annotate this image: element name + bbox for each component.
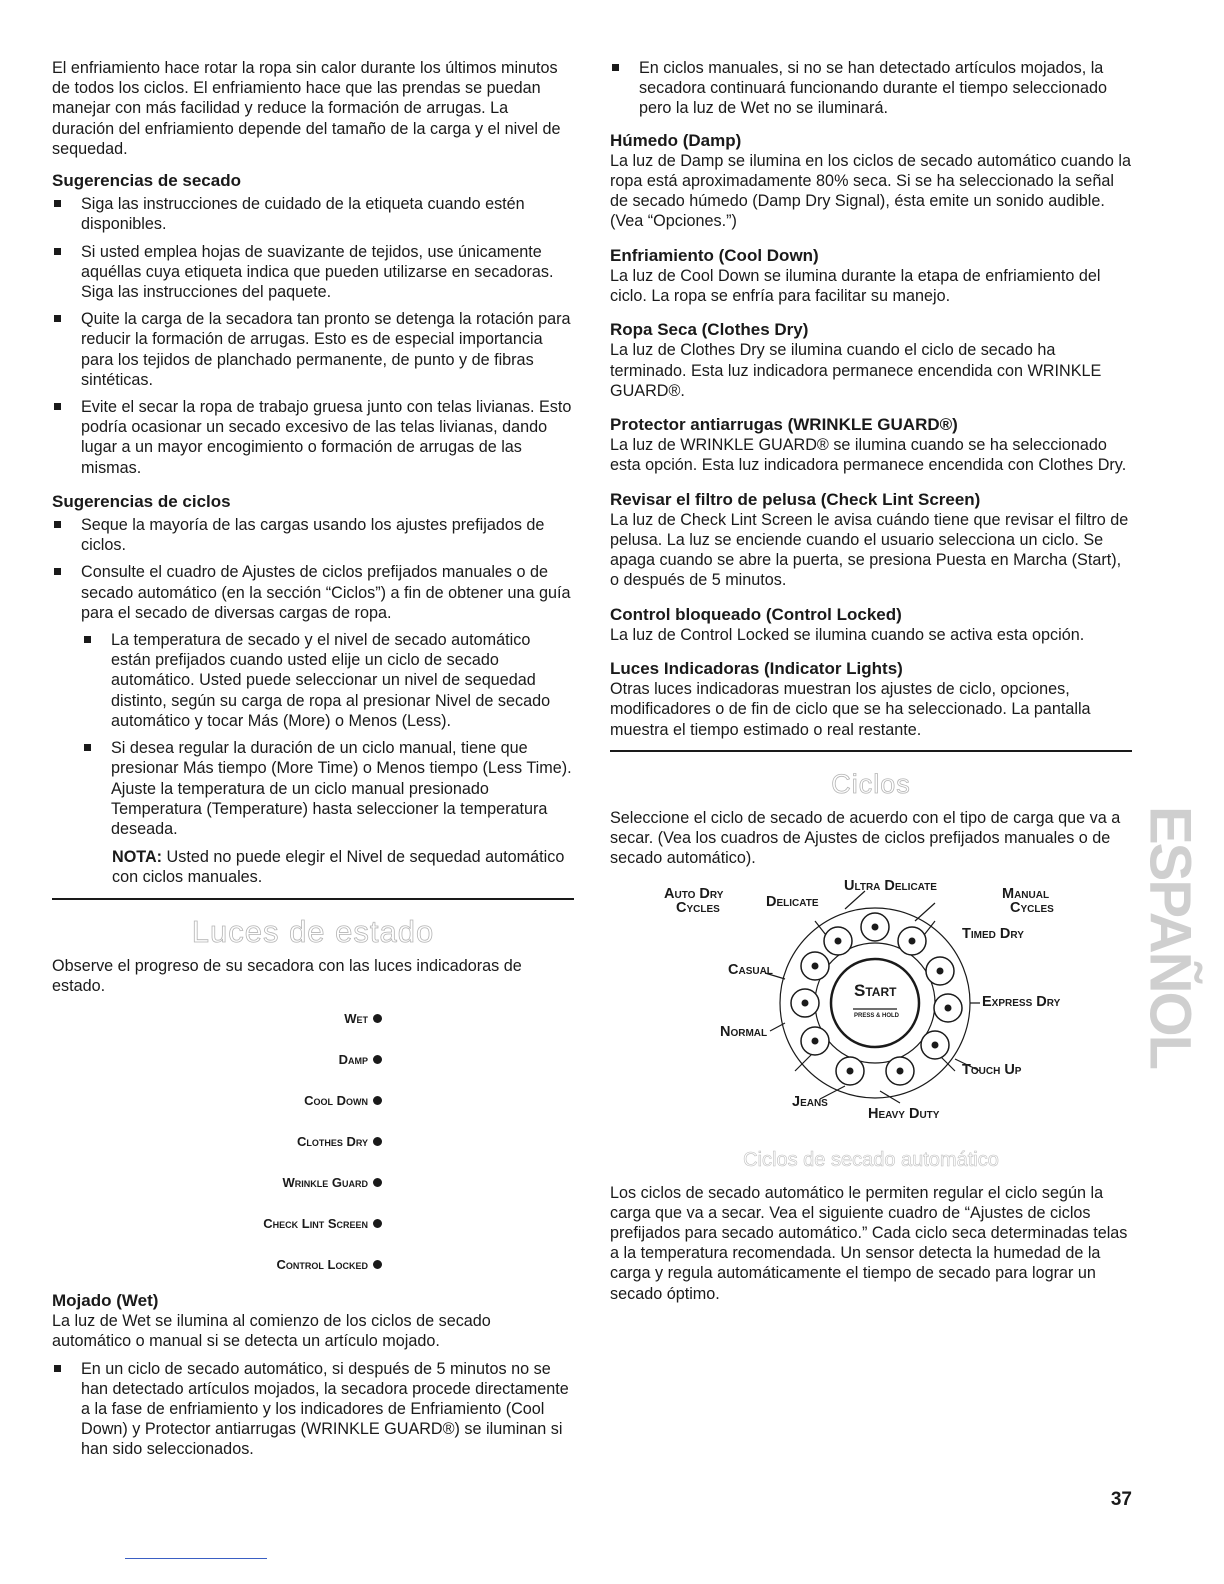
- cycle-subtip: La temperatura de secado y el nivel de secado automático están prefijados cuando usted elije un ciclo de secado automático. Usted puede seleccionar un nivel de sequedad distinto, según su carga de ropa al presionar Nivel de secado automático y tocar Más (More) o Menos (Less).: [82, 630, 574, 731]
- indicator-dot-icon: [373, 1260, 382, 1269]
- wrinkle-guard-text: La luz de WRINKLE GUARD® se ilumina cuando se ha seleccionado esta opción. Esta luz indicadora permanece encendida con Clothes Dry.: [610, 436, 1127, 475]
- manual-cycles-label: Cycles: [1010, 899, 1054, 916]
- status-light-label: Clothes Dry: [296, 1133, 368, 1149]
- express-dry-label: Express Dry: [982, 993, 1061, 1010]
- normal-label: Normal: [720, 1023, 768, 1040]
- drying-tip: Siga las instrucciones de cuidado de la etiqueta cuando estén disponibles.: [52, 194, 574, 234]
- manual-label: Manual: [1002, 885, 1050, 902]
- drying-tips-heading: Sugerencias de secado: [52, 171, 241, 191]
- status-light-damp: [52, 1051, 382, 1068]
- auto-dry-cycles-label: Cycles: [676, 899, 720, 916]
- control-locked-heading: Control bloqueado (Control Locked): [610, 604, 902, 624]
- indicator-dot-icon: [373, 1014, 382, 1023]
- cycle-tip: Seque la mayoría de las cargas usando los ajustes prefijados de ciclos.: [52, 515, 574, 555]
- status-light-wrinkle-guard: [52, 1174, 382, 1191]
- drying-tip: Quite la carga de la secadora tan pronto se detenga la rotación para reducir la formación de arrugas. Esto es de especial importancia para los tejidos de planchado permanente, de punto y de fibras sintéticas.: [52, 309, 574, 390]
- auto-dry-cycles-title: Ciclos de secado automático: [743, 1148, 999, 1171]
- status-lights-intro: Observe el progreso de su secadora con las luces indicadoras de estado.: [52, 956, 522, 995]
- heavy-duty-label: Heavy Duty: [868, 1105, 940, 1122]
- cycles-intro: Seleccione el ciclo de secado de acuerdo con el tipo de carga que va a secar. (Vea los cuadros de Ajustes de ciclos prefijados manuales o de secado automático).: [610, 808, 1121, 868]
- cycles-title: Ciclos: [831, 768, 911, 799]
- left-column: [52, 58, 574, 1460]
- damp-text: La luz de Damp se ilumina en los ciclos de secado automático cuando la ropa está aproximadamente 80% seca. Si se ha seleccionado la señal de secado húmedo (Damp Dry Signal), ésta emite un sonido audible. (Vea “Opciones.”): [610, 151, 1131, 231]
- indicator-dot-icon: [373, 1137, 382, 1146]
- wet-bullet: En un ciclo de secado automático, si después de 5 minutos no se han detectado artículos mojados, la secadora procede directamente a la fase de enfriamiento y los indicadores de Enfriamiento (Cool Down) y Protector antiarrugas (WRINKLE GUARD®) se iluminan si han sido seleccionados.: [52, 1359, 574, 1460]
- check-lint-heading: Revisar el filtro de pelusa (Check Lint Screen): [610, 489, 981, 509]
- touch-up-label: Touch Up: [962, 1061, 1022, 1078]
- status-light-control-locked: [52, 1256, 382, 1273]
- auto-dry-cycles-text: Los ciclos de secado automático le permiten regular el ciclo según la carga que va a secar. Vea el siguiente cuadro de “Ajustes de ciclos prefijados para secado automático.” Cada ciclo seca determinadas telas a la temperatura recomendada. Un sensor detecta la humedad de la carga y regula automáticamente el tiempo de secado para lograr un secado óptimo.: [610, 1183, 1128, 1303]
- wet-heading: Mojado (Wet): [52, 1290, 159, 1310]
- indicator-dot-icon: [373, 1055, 382, 1064]
- delicate-label: Delicate: [766, 893, 819, 910]
- drying-tip: Evite el secar la ropa de trabajo gruesa junto con telas livianas. Esto podría ocasionar un secado excesivo de las telas livianas, dando lugar a un mayor encogimiento o formación de arrugas de las mismas.: [52, 397, 574, 478]
- indicator-dot-icon: [373, 1219, 382, 1228]
- start-button-label: Start: [854, 980, 897, 1000]
- clothes-dry-text: La luz de Clothes Dry se ilumina cuando el ciclo de secado ha terminado. Esta luz indicadora permanece encendida con WRINKLE GUARD®.: [610, 341, 1102, 400]
- footer-line: [125, 1558, 267, 1559]
- note-label: NOTA:: [112, 848, 163, 867]
- cool-down-intro: El enfriamiento hace rotar la ropa sin calor durante los últimos minutos de todos los ciclos. El enfriamiento hace que las prendas se puedan manejar con más facilidad y reduce la formación de arrugas. La duración del enfriamiento depende del tamaño de la carga y el nivel de sequedad.: [52, 59, 561, 158]
- wrinkle-guard-heading: Protector antiarrugas (WRINKLE GUARD®): [610, 415, 958, 435]
- status-light-clothes-dry: [52, 1133, 382, 1150]
- status-light-label: Control Locked: [276, 1256, 368, 1272]
- dial-inner-ring: [815, 943, 935, 1063]
- side-tab-label: ESPAÑOL: [1137, 805, 1203, 1069]
- wet-text: La luz de Wet se ilumina al comienzo de los ciclos de secado automático o manual si se detecta un artículo mojado.: [52, 1312, 491, 1351]
- language-side-tab: [1137, 805, 1203, 1069]
- status-light-label: Wet: [344, 1010, 368, 1026]
- clothes-dry-heading: Ropa Seca (Clothes Dry): [610, 320, 809, 340]
- casual-label: Casual: [728, 961, 773, 978]
- status-light-label: Wrinkle Guard: [282, 1174, 368, 1190]
- side-tab-graphic: [1137, 805, 1203, 1069]
- manual-cycle-bullet: En ciclos manuales, si no se han detectado artículos mojados, la secadora continuará funcionando durante el tiempo seleccionado pero la luz de Wet no se iluminará.: [610, 58, 1132, 119]
- cycle-dial-diagram: [610, 877, 1132, 1129]
- indicator-dot-icon: [373, 1096, 382, 1105]
- control-locked-text: La luz de Control Locked se ilumina cuando se activa esta opción.: [610, 625, 1085, 644]
- jeans-label: Jeans: [792, 1093, 828, 1110]
- indicator-lights-text: Otras luces indicadoras muestran los ajustes de ciclo, opciones, modificadores o de fin de ciclo que se ha seleccionado. La pantalla muestra el tiempo estimado o real restante.: [610, 680, 1091, 739]
- note: [112, 847, 574, 887]
- timed-dry-label: Timed Dry: [962, 925, 1024, 942]
- indicator-lights-heading: Luces Indicadoras (Indicator Lights): [610, 659, 903, 679]
- press-hold-label: PRESS & HOLD: [854, 1012, 900, 1019]
- auto-dry-label: Auto Dry: [664, 885, 724, 902]
- status-light-label: Check Lint Screen: [263, 1215, 368, 1231]
- status-light-check-lint-screen: [52, 1215, 382, 1232]
- status-light-cool-down: [52, 1092, 382, 1109]
- right-column: [610, 58, 1132, 1304]
- note-text: Usted no puede elegir el Nivel de sequedad automático con ciclos manuales.: [112, 848, 565, 887]
- status-lights-panel: [52, 1010, 574, 1273]
- page-number: 37: [1110, 1489, 1132, 1510]
- cycle-tip: Consulte el cuadro de Ajustes de ciclos prefijados manuales o de secado automático (en la sección “Ciclos”) a fin de obtener una guía para el secado de diversas cargas de ropa.: [52, 562, 574, 623]
- start-button-ring: [831, 959, 919, 1047]
- ultra-delicate-label: Ultra Delicate: [844, 877, 937, 894]
- section-divider: [610, 750, 1132, 752]
- cool-down-heading: Enfriamiento (Cool Down): [610, 245, 819, 265]
- check-lint-text: La luz de Check Lint Screen le avisa cuándo tiene que revisar el filtro de pelusa. La luz se enciende cuando el usuario selecciona un ciclo. Se apaga cuando se abre la puerta, se presiona Puesta en Marcha (Start), o después de 5 minutos.: [610, 510, 1129, 590]
- cycle-subtip: Si desea regular la duración de un ciclo manual, tiene que presionar Más tiempo (More Time) o Menos tiempo (Less Time). Ajuste la temperatura de un ciclo manual presionado Temperatura (Temperature) hasta seleccioner la temperatura deseada.: [82, 738, 574, 839]
- drying-tip: Si usted emplea hojas de suavizante de tejidos, use únicamente aquéllas cuya etiqueta indica que pueden utilizarse en secadoras. Siga las instrucciones del paquete.: [52, 242, 574, 303]
- status-light-label: Damp: [338, 1051, 368, 1067]
- damp-heading: Húmedo (Damp): [610, 130, 742, 150]
- indicator-dot-icon: [373, 1178, 382, 1187]
- cycle-tips-heading: Sugerencias de ciclos: [52, 491, 231, 511]
- status-light-label: Cool Down: [304, 1092, 368, 1108]
- section-divider: [52, 898, 574, 900]
- cool-down-text: La luz de Cool Down se ilumina durante la etapa de enfriamiento del ciclo. La ropa se enfría para facilitar su manejo.: [610, 266, 1101, 306]
- status-light-wet: [52, 1010, 382, 1027]
- status-lights-title: Luces de estado: [191, 913, 435, 949]
